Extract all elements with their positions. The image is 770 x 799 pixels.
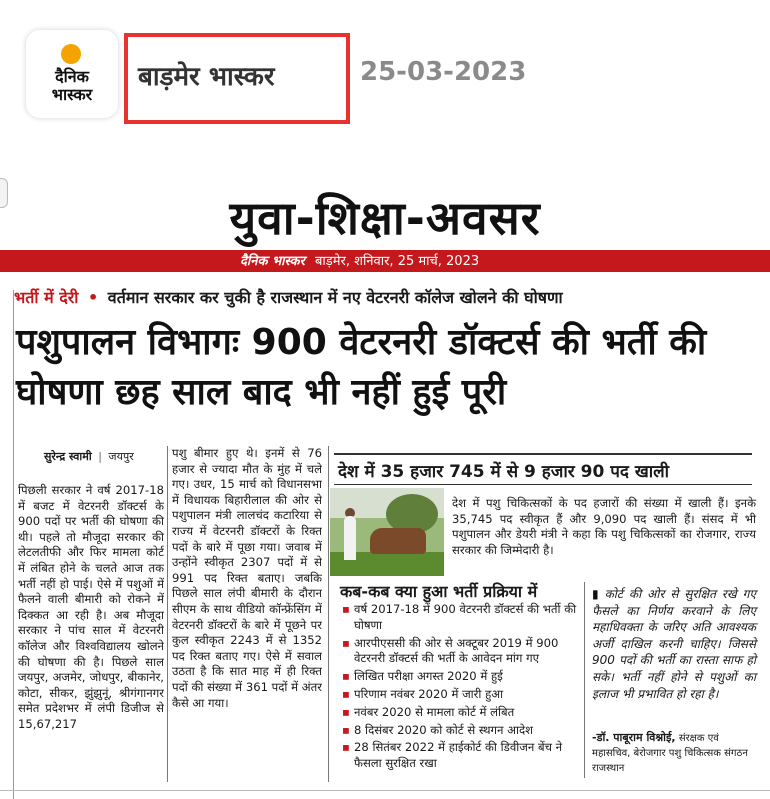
page-bottom-rule [0,790,770,791]
timeline-item: ▪ 28 सितंबर 2022 में हाईकोर्ट की डिवीजन बेंच ने फैसला सुरक्षित रखा [342,740,563,771]
quote-author-name: -डॉ. पाबूराम विश्नोई, [592,731,676,744]
quote-mark-icon: ▮ [592,587,599,601]
publication-logo [26,30,118,118]
timeline-item: ▪ 8 दिसंबर 2020 को कोर्ट से स्थगन आदेश [342,722,534,737]
kicker-label: भर्ती में देरी [14,288,79,307]
column-1-text: पिछली सरकार ने वर्ष 2017-18 में बजट में वेटरनरी डॉक्टर्स के 900 पदों पर भर्ती की घोषणा की थी। पहले तो मौजूदा सरकार की लेटलतीफी और फिर मामला कोर्ट में लंबित होने के चलते आज तक भर्ती नहीं हो पाई। ऐसे में पशुओं में फैलने वाली बीमारी को रोकने में दिक्कत आ रही है। अब मौजूदा सरकार ने पांच साल में वेटरनरी कॉलेज और विश्वविद्यालय खोलने की घोषणा की है। पिछले साल जयपुर, अजमेर, जोधपुर, बीकानेर, कोटा, सीकर, झुंझुनूं, श्रीगंगानगर समेत प्रदेशभर में लंपी डिजीज से 15,67,217 [18,483,164,731]
byline-place: जयपुर [108,450,134,463]
column-divider [584,582,585,778]
article-column-1 [18,483,164,783]
bullet-icon: ▪ [342,669,350,684]
publication-date: 25-03-2023 [360,57,527,87]
bullet-icon: ▪ [342,686,350,701]
band-text [240,251,479,269]
bullet-icon: ▪ [342,722,350,737]
sun-icon [61,44,81,64]
timeline-item: ▪ परिणाम नवंबर 2020 में जारी हुआ [342,686,504,701]
logo-text-line1: दैनिक [55,67,89,86]
bullet-icon: ▪ [342,602,350,616]
quote-author-role: संरक्षक एवं महासचिव, बेरोजगार पशु चिकित्सक संगठन राजस्थान [592,733,748,774]
band-brand: दैनिक भास्कर [240,254,305,269]
expert-quote [592,586,756,702]
page-info-band [0,250,770,272]
article-column-2 [172,446,322,780]
byline-separator: | [98,450,102,463]
stats-headline: देश में 35 हजार 745 में से 9 हजार 90 पद खाली [334,453,752,485]
logo-text-line2: भास्कर [51,85,93,104]
timeline-item: ▪ नवंबर 2020 से मामला कोर्ट में लंबित [342,704,515,719]
kicker-text: वर्तमान सरकार कर चुकी है राजस्थान में नए वेटरनरी कॉलेज खोलने की घोषणा [107,288,563,307]
byline-author: सुरेन्द्र स्वामी [44,450,92,463]
edition-name: बाड़मेर भास्कर [138,62,275,92]
column-divider [167,446,168,782]
bullet-icon: ▪ [342,704,350,719]
bullet-icon: ▪ [342,740,350,755]
article-headline: पशुपालन विभागः 900 वेटरनरी डॉक्टर्स की भर्ती की घोषणा छह साल बाद भी नहीं हुई पूरी [16,322,707,413]
column-divider [328,446,329,782]
bullet-icon: ▪ [342,635,350,650]
timeline-item: ▪ आरपीएससी की ओर से अक्टूबर 2019 में 900 वेटरनरी डॉक्टर्स की भर्ती के आवेदन मांग गए [342,635,559,666]
edition-highlight-box [124,33,350,124]
column-2-text: पशु बीमार हुए थे। इनमें से 76 हजार से ज्यादा मौत के मुंह में चले गए। उधर, 15 मार्च को विधानसभा में विधायक बिहारीलाल की ओर से पशुपालन मंत्री लालचंद कटारिया से राज्य में वेटरनरी डॉक्टरों के रिक्त पदों के बारे में पूछा गया। जवाब में उन्होंने स्वीकृत 2307 पदों में से 991 पद रिक्त बताए। जबकि पिछले साल लंपी बीमारी के दौरान सीएम के साथ वीडियो कॉन्फ्रेंसिंग में वेटरनरी डॉक्टरों के बारे में पूछने पर कुल स्वीकृत 2243 में से 1352 पद रिक्त बताए गए। ऐसे में सवाल उठता है कि सात माह में ही रिक्त पदों की संख्या में 361 पदों में अंतर कैसे आ गया। [172,446,322,710]
stats-body-text: देश में पशु चिकित्सकों के पद हजारों की संख्या में खाली हैं। इनके 35,745 पद स्वीकृत हैं और 9,090 पद खाली हैं। संसद में भी पशुपालन और डेयरी मंत्री ने कहा कि पशु चिकित्सकों का रोजगार, राज्य सरकार की जिम्मेदारी है। [452,496,756,557]
timeline-item: ▪ वर्ष 2017-18 में 900 वेटरनरी डॉक्टर्स की भर्ती की घोषणा [342,602,577,632]
section-title: युवा-शिक्षा-अवसर [229,191,541,245]
left-margin-column [2,290,14,799]
article-kicker [14,286,563,308]
quote-text: कोर्ट की ओर से सुरक्षित रखे गए फैसले का निर्णय करवाने के लिए महाधिवक्ता के जरिए अति आवश्यक अर्जी दाखिल करनी चाहिए। जिससे 900 पदों की भर्ती का रास्ता साफ हो सके। भर्ती नहीं होने से पशुओं का इलाज भी प्रभावित हो रहा है। [592,587,756,701]
quote-author [592,730,760,776]
byline [44,449,134,464]
timeline-item: ▪ लिखित परीक्षा अगस्त 2020 में हुई [342,669,503,684]
timeline-title: कब-कब क्या हुआ भर्ती प्रक्रिया में [340,582,538,601]
band-info: बाड़मेर, शनिवार, 25 मार्च, 2023 [315,254,480,269]
kicker-dot: • [87,288,99,307]
veterinarian-with-cow-photo [330,488,444,576]
timeline-list [340,602,578,774]
